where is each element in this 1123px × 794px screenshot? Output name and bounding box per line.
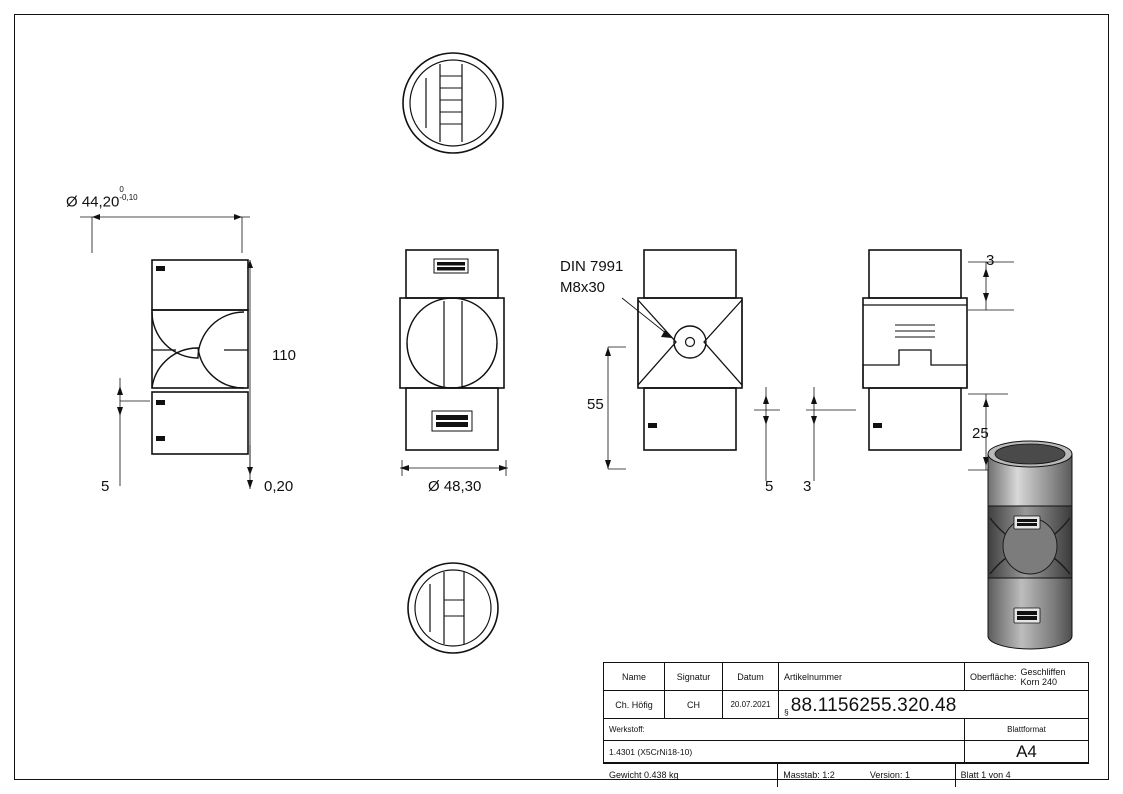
dim-55: 55 [587, 396, 604, 413]
dim-25: 25 [972, 425, 989, 442]
th-name: Name [621, 671, 646, 682]
dimension-diameter-4830-line [392, 458, 516, 478]
isometric-3d-view [980, 432, 1090, 662]
surface-label: Oberfläche: [970, 671, 1017, 682]
th-signatur: Signatur [664, 663, 722, 690]
dim-3-top: 3 [986, 252, 995, 269]
front-view-2 [392, 245, 512, 475]
side-view-4 [855, 245, 975, 475]
callout-leader [620, 296, 700, 356]
callout-screw-size: M8x30 [560, 279, 606, 296]
td-blattformat: A4 [964, 741, 1088, 762]
dimension-3-left-of-view4 [800, 385, 860, 485]
dim-tolerance-lower: -0,10 [119, 193, 138, 203]
dim-3-left: 3 [803, 478, 812, 495]
dimension-edge-5-left [104, 378, 154, 490]
article-prefix: § [784, 707, 789, 717]
dimension-5-right-lines [752, 385, 792, 485]
dim-020: 0,20 [264, 478, 294, 495]
callout-din-norm: DIN 7991 [560, 258, 624, 275]
dim-5-right: 5 [765, 478, 774, 495]
td-blatt: Blatt 1 von 4 [955, 763, 1088, 787]
td-name: Ch. Höfig [615, 699, 653, 710]
td-werkstoff-label: Werkstoff: [609, 725, 645, 734]
article-number: 88.1156255.320.48 [790, 695, 957, 716]
th-datum: Datum [722, 663, 778, 690]
th-oberflaeche [964, 663, 1088, 690]
td-datum: 20.07.2021 [722, 691, 778, 718]
dim-tolerance-upper: 0 [119, 185, 124, 194]
dim-110: 110 [272, 347, 296, 364]
dim-5-left: 5 [101, 478, 110, 495]
top-circular-view [398, 48, 508, 158]
section-view-3 [630, 245, 750, 475]
th-blattformat: Blattformat [964, 719, 1088, 740]
dim-diameter-value: Ø 44,20 [66, 193, 120, 211]
td-artikelnummer [778, 691, 1088, 718]
td-gewicht: Gewicht 0.438 kg [609, 770, 679, 780]
th-artikelnummer: Artikelnummer [778, 663, 964, 690]
surface-value: Geschliffen Korn 240 [1020, 666, 1066, 687]
td-version: Version: 1 [869, 770, 910, 780]
td-werkstoff: 1.4301 (X5CrNi18-10) [609, 746, 693, 757]
dim-diameter-4830: Ø 48,30 [428, 478, 482, 495]
bottom-circular-view [398, 558, 508, 658]
title-block [603, 662, 1089, 780]
td-signatur: CH [664, 691, 722, 718]
td-masstab: Masstab: 1:2 [777, 763, 865, 787]
